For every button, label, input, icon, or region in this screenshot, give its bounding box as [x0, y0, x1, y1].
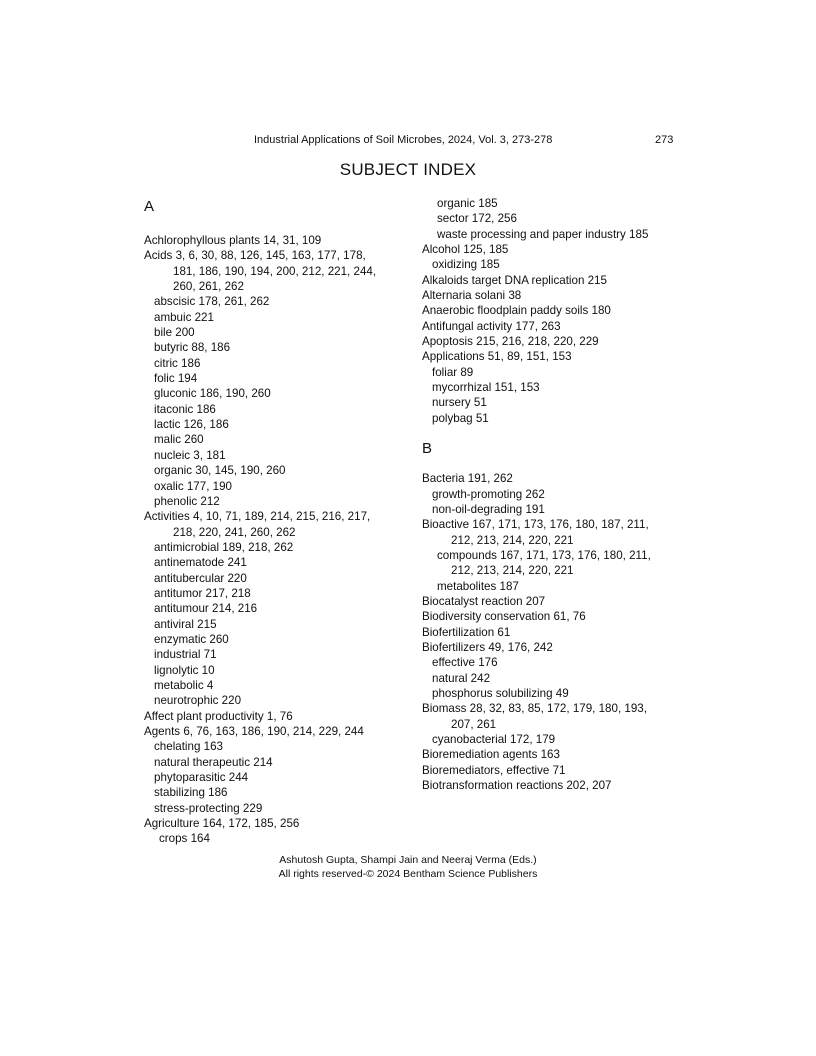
- index-entry: Activities 4, 10, 71, 189, 214, 215, 216, 217,: [144, 510, 371, 524]
- index-entry: Acids 3, 6, 30, 88, 126, 145, 163, 177, 178,: [144, 249, 366, 263]
- index-entry: Applications 51, 89, 151, 153: [422, 350, 572, 364]
- index-subentry: neurotrophic 220: [154, 694, 242, 708]
- index-entry: Bacteria 191, 262: [422, 472, 513, 486]
- index-subentry: growth-promoting 262: [432, 487, 545, 501]
- index-subentry: antitubercular 220: [154, 571, 247, 585]
- index-entry: Anaerobic floodplain paddy soils 180: [422, 304, 611, 318]
- index-subentry: enzymatic 260: [154, 632, 229, 646]
- index-subentry: phosphorus solubilizing 49: [432, 686, 569, 700]
- index-entry-continuation: 212, 213, 214, 220, 221: [451, 533, 574, 547]
- index-entry: Bioremediation agents 163: [422, 748, 560, 762]
- index-subentry: ambuic 221: [154, 310, 214, 324]
- index-column-right: [422, 196, 702, 793]
- index-subentry: oxidizing 185: [432, 258, 500, 272]
- index-subentry: antitumour 214, 216: [154, 602, 258, 616]
- index-entry: Biofertilizers 49, 176, 242: [422, 640, 553, 654]
- page-title: SUBJECT INDEX: [339, 160, 477, 179]
- index-subentry: natural therapeutic 214: [154, 755, 273, 769]
- index-entry: Alternaria solani 38: [422, 289, 522, 303]
- index-subentry: chelating 163: [154, 740, 223, 754]
- index-subentry: metabolites 187: [437, 579, 519, 593]
- index-entry: Alcohol 125, 185: [422, 243, 509, 257]
- section-letter-a: A: [144, 198, 155, 215]
- index-subentry: antitumor 217, 218: [154, 586, 251, 600]
- index-subentry: foliar 89: [432, 365, 474, 379]
- index-entry: Apoptosis 215, 216, 218, 220, 229: [422, 335, 599, 349]
- index-subentry: compounds 167, 171, 173, 176, 180, 211,: [437, 548, 651, 562]
- index-subentry: natural 242: [432, 671, 491, 685]
- index-column-left: [144, 198, 404, 847]
- index-entry: Biotransformation reactions 202, 207: [422, 779, 612, 793]
- index-subentry: stress-protecting 229: [154, 801, 263, 815]
- index-entry-continuation: 260, 261, 262: [173, 280, 244, 294]
- index-subentry: gluconic 186, 190, 260: [154, 387, 271, 401]
- index-subentry: nursery 51: [432, 396, 487, 410]
- index-subentry: abscisic 178, 261, 262: [154, 295, 270, 309]
- index-subentry: metabolic 4: [154, 678, 214, 692]
- index-entry: Affect plant productivity 1, 76: [144, 709, 293, 723]
- index-entry-continuation: 212, 213, 214, 220, 221: [451, 564, 574, 578]
- index-entry: Alkaloids target DNA replication 215: [422, 273, 607, 287]
- index-subentry: industrial 71: [154, 648, 217, 662]
- index-subentry: malic 260: [154, 433, 204, 447]
- index-entry: Antifungal activity 177, 263: [422, 319, 561, 333]
- index-subentry: lignolytic 10: [154, 663, 215, 677]
- index-entry: Achlorophyllous plants 14, 31, 109: [144, 234, 322, 247]
- index-entry-continuation: 207, 261: [451, 717, 497, 731]
- index-subentry: crops 164: [159, 832, 210, 846]
- index-subentry: antimicrobial 189, 218, 262: [154, 540, 294, 554]
- index-subentry: antiviral 215: [154, 617, 217, 631]
- index-subentry: effective 176: [432, 656, 498, 670]
- index-subentry: stabilizing 186: [154, 786, 228, 800]
- index-subentry: sector 172, 256: [437, 212, 517, 226]
- index-entry: Biodiversity conservation 61, 76: [422, 610, 586, 624]
- index-subentry: organic 30, 145, 190, 260: [154, 464, 286, 478]
- section-letter-b: B: [422, 440, 433, 458]
- index-entry: Agents 6, 76, 163, 186, 190, 214, 229, 244: [144, 725, 364, 738]
- index-subentry: mycorrhizal 151, 153: [432, 381, 540, 395]
- index-subentry: nucleic 3, 181: [154, 448, 226, 462]
- index-entry: Biocatalyst reaction 207: [422, 594, 546, 608]
- index-entry: Agriculture 164, 172, 185, 256: [144, 817, 300, 831]
- running-title: Industrial Applications of Soil Microbes, 2024, Vol. 3, 273-278: [254, 134, 553, 146]
- index-subentry: phenolic 212: [154, 494, 220, 508]
- page-number: 273: [655, 134, 674, 146]
- index-subentry: oxalic 177, 190: [154, 479, 232, 493]
- footer-editors: Ashutosh Gupta, Shampi Jain and Neeraj Verma (Eds.): [279, 854, 537, 866]
- index-subentry: citric 186: [154, 356, 201, 370]
- index-subentry: organic 185: [437, 197, 498, 210]
- index-subentry: folic 194: [154, 372, 198, 386]
- index-subentry: polybag 51: [432, 411, 489, 425]
- index-entry-continuation: 218, 220, 241, 260, 262: [173, 525, 296, 539]
- index-subentry: cyanobacterial 172, 179: [432, 733, 556, 746]
- index-subentry: lactic 126, 186: [154, 418, 229, 432]
- index-entry: Bioremediators, effective 71: [422, 763, 566, 777]
- index-entry: Biomass 28, 32, 83, 85, 172, 179, 180, 193,: [422, 702, 647, 716]
- index-subentry: itaconic 186: [154, 402, 216, 416]
- index-subentry: antinematode 241: [154, 556, 247, 570]
- index-subentry: butyric 88, 186: [154, 341, 231, 355]
- index-entry: Biofertilization 61: [422, 625, 511, 639]
- footer-copyright: All rights reserved-© 2024 Bentham Science Publishers: [278, 868, 538, 880]
- index-subentry: phytoparasitic 244: [154, 771, 249, 785]
- index-entry-continuation: 181, 186, 190, 194, 200, 212, 221, 244,: [173, 264, 377, 278]
- index-subentry: bile 200: [154, 326, 195, 340]
- index-entry: Bioactive 167, 171, 173, 176, 180, 187, 211,: [422, 518, 649, 532]
- index-subentry: non-oil-degrading 191: [432, 502, 545, 516]
- index-subentry: waste processing and paper industry 185: [437, 227, 649, 241]
